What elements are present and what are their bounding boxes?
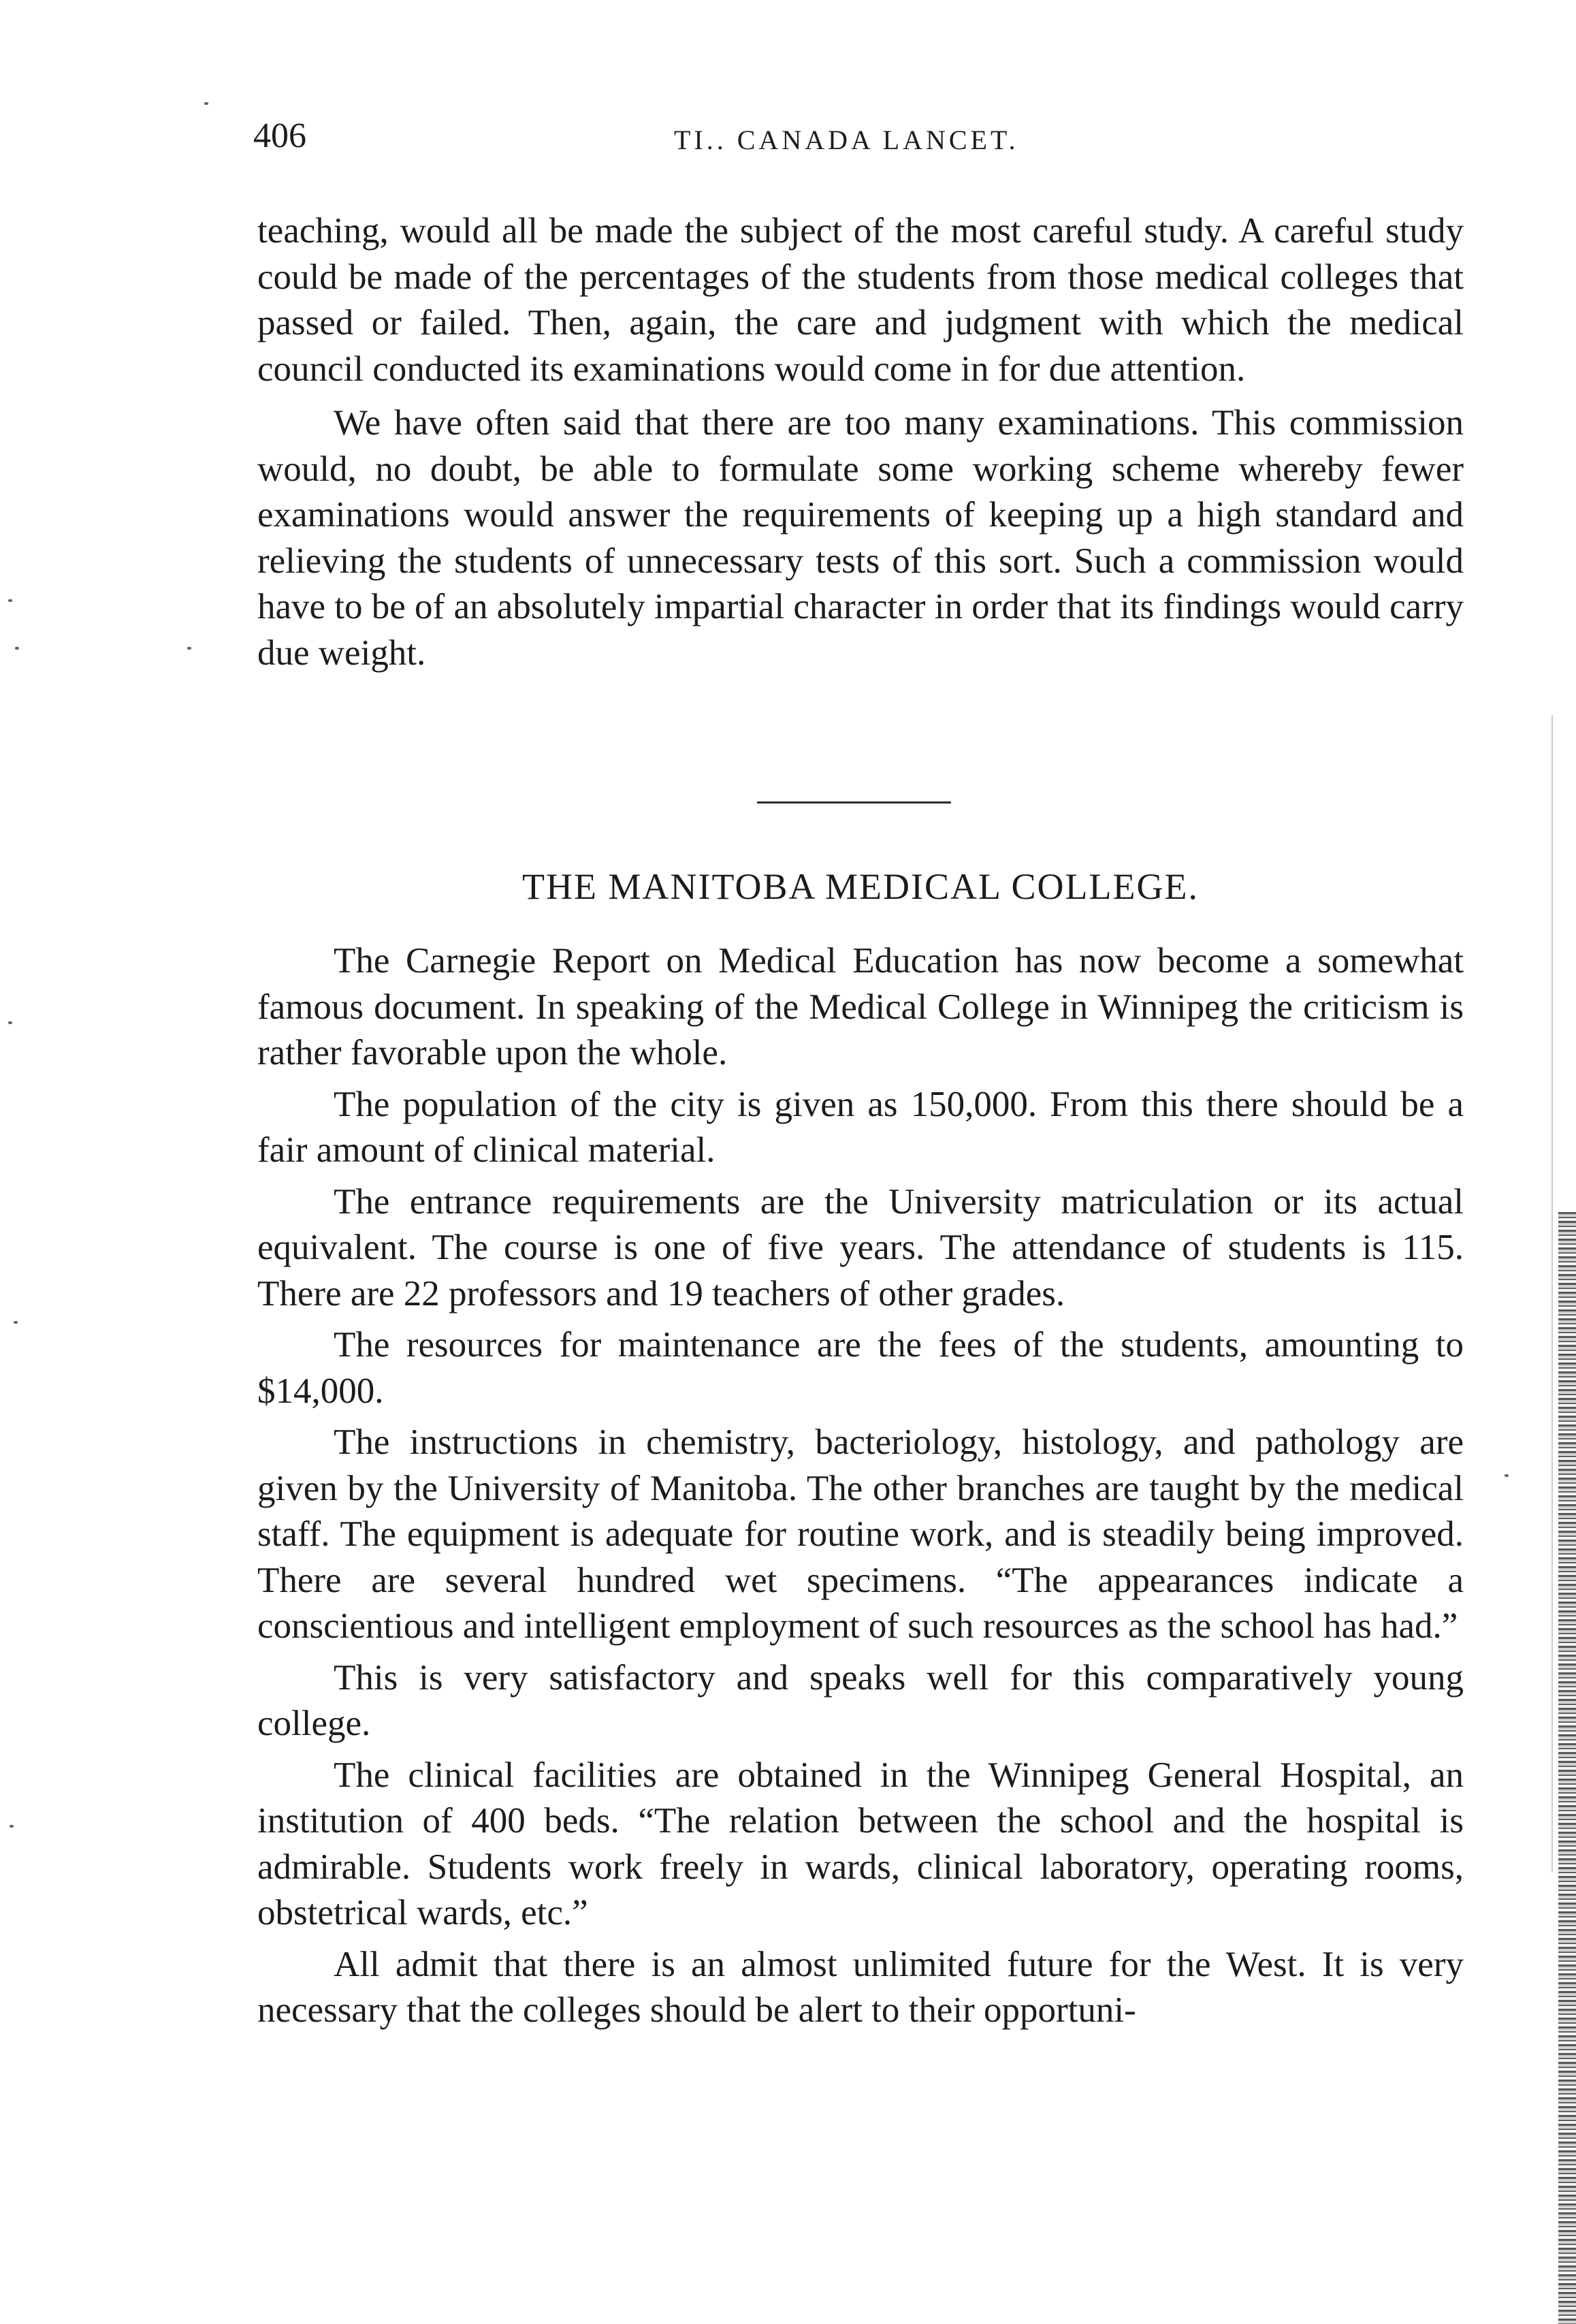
paragraph: We have often said that there are too many examinations. This commission would, no doubt, be able to formulate some working scheme whereby fewer examinations would answer the requirements of keeping up a high standard and relieving the students of unnecessary tests of this sort. Such a commission would have to be of an absolutely impartial character in order that its findings would carry due weight. [257, 403, 1464, 673]
paragraph: The resources for maintenance are the fees of the students, amounting to $14,000. [257, 1325, 1464, 1411]
margin-speck [187, 647, 191, 650]
running-head: TI.. CANADA LANCET. [674, 125, 1019, 155]
paragraph: teaching, would all be made the subject of the most careful study. A careful study could be made of the percentages of the students from those medical colleges that passed or failed. Then, again, the care and judgment with which the medical council conducted its examinations would come in for due attention. [257, 211, 1464, 389]
margin-speck [204, 102, 208, 105]
scan-edge-strip [1558, 1212, 1576, 2324]
paragraph: The Carnegie Report on Medical Education has now become a somewhat famous document. In speaking of the Medical College in Winnipeg the criticism is rather favorable upon the whole. [257, 941, 1464, 1072]
paragraph: The population of the city is given as 150,000. From this there should be a fair amount of clinical material. [257, 1084, 1464, 1170]
body-text-top [257, 208, 1464, 676]
margin-speck [8, 599, 12, 602]
margin-speck [14, 1321, 18, 1324]
section-title: THE MANITOBA MEDICAL COLLEGE. [522, 866, 1199, 907]
scan-edge-line [1551, 715, 1553, 1873]
paragraph: The entrance requirements are the University matriculation or its actual equivalent. The course is one of five years. The attendance of students is 115. There are 22 professors and 19 teachers of other grades. [257, 1181, 1464, 1314]
body-text-bottom [257, 938, 1464, 2034]
section-divider [757, 801, 951, 803]
page-number: 406 [253, 116, 306, 155]
paragraph: This is very satisfactory and speaks well for this comparatively young college. [257, 1657, 1464, 1743]
margin-speck [10, 1825, 14, 1828]
paragraph: The instructions in chemistry, bacteriology, histology, and pathology are given by the University of Manitoba. The other branches are taught by the medical staff. The equipment is adequate for routine work, and is steadily being improved. There are several hundred wet specimens. “The appearances indicate a conscientious and intelligent employment of such resources as the school has had.” [257, 1422, 1464, 1646]
paragraph: The clinical facilities are obtained in the Winnipeg General Hospital, an institution of 400 beds. “The relation between the school and the hospital is admirable. Students work freely in wards, clinical laboratory, operating rooms, obstetrical wards, etc.” [257, 1755, 1464, 1932]
margin-speck [15, 647, 19, 650]
margin-speck [8, 1021, 12, 1024]
margin-speck [1505, 1474, 1509, 1477]
paragraph: All admit that there is an almost unlimited future for the West. It is very necessary that the colleges should be alert to their opportuni- [257, 1944, 1464, 2030]
